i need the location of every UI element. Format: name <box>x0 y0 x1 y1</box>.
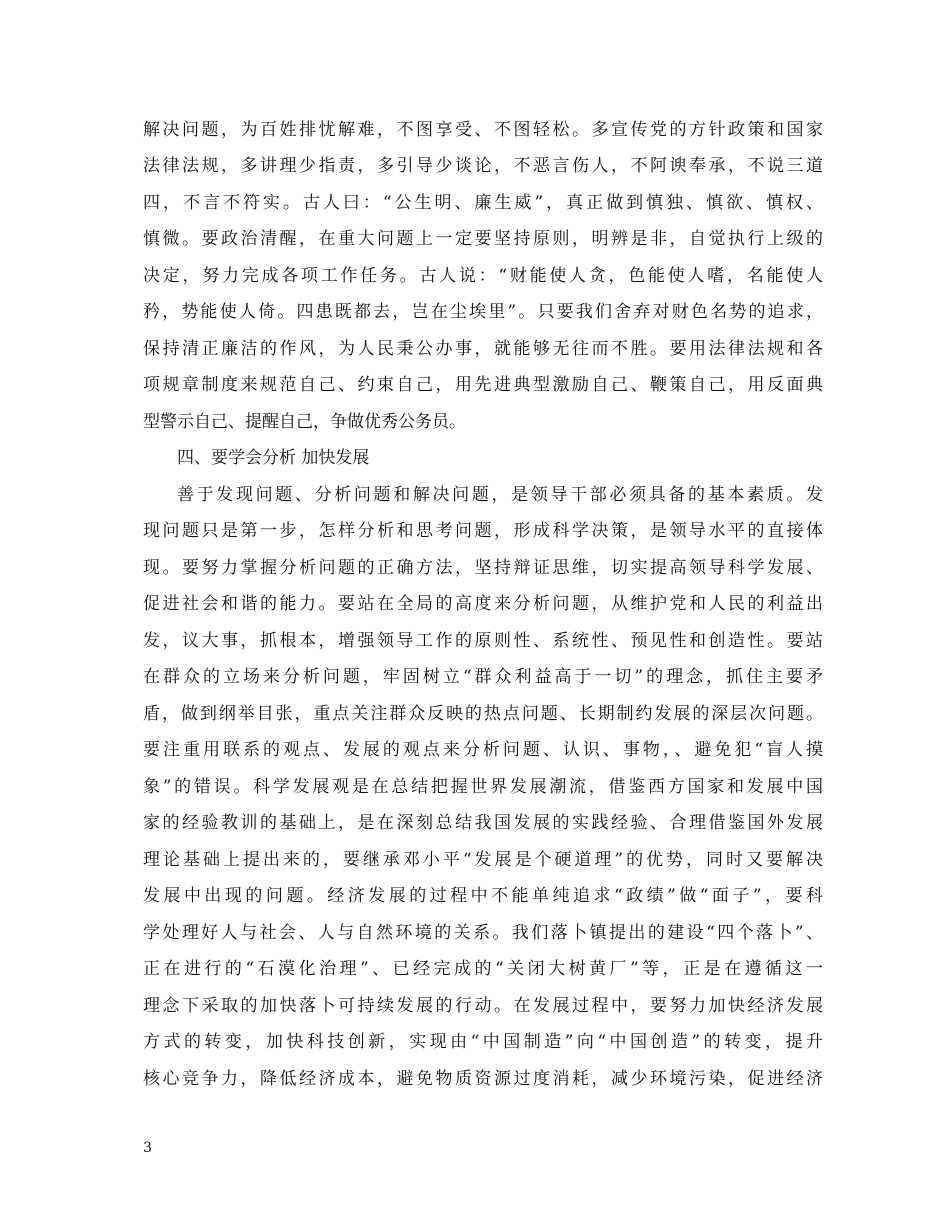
paragraph-line: 学处理好人与社会、人与自然环境的关系。我们落卜镇提出的建设“四个落卜”、 <box>143 923 823 943</box>
paragraph-line: 方式的转变，加快科技创新，实现由“中国制造”向“中国创造”的转变，提升 <box>143 1032 823 1052</box>
page-number: 3 <box>143 1140 152 1156</box>
paragraph-line: 家的经验教训的基础上，是在深刻总结我国发展的实践经验、合理借鉴国外发展 <box>143 813 823 833</box>
paragraph-line: 要注重用联系的观点、发展的观点来分析问题、认识、事物，、避免犯“盲人摸 <box>143 740 823 760</box>
paragraph-line: 核心竞争力，降低经济成本，避免物质资源过度消耗，减少环境污染，促进经济 <box>143 1069 823 1089</box>
paragraph-line: 解决问题，为百姓排忧解难，不图享受、不图轻松。多宣传党的方针政策和国家 <box>143 120 823 140</box>
paragraph-line: 促进社会和谐的能力。要站在全局的高度来分析问题，从维护党和人民的利益出 <box>143 594 823 614</box>
paragraph-line: 四，不言不符实。古人曰：“公生明、廉生威”，真正做到慎独、慎欲、慎权、 <box>143 193 823 213</box>
paragraph-line: 型警示自己、提醒自己，争做优秀公务员。 <box>143 412 466 432</box>
paragraph-line: 保持清正廉洁的作风，为人民秉公办事，就能够无往而不胜。要用法律法规和各 <box>143 339 823 359</box>
paragraph-line: 发展中出现的问题。经济发展的过程中不能单纯追求“政绩”做“面子”，要科 <box>143 886 823 906</box>
paragraph-line: 现。要努力掌握分析问题的正确方法，坚持辩证思维，切实提高领导科学发展、 <box>143 558 823 578</box>
paragraph-line: 法律法规，多讲理少指责，多引导少谈论，不恶言伤人，不阿谀奉承，不说三道 <box>143 156 823 176</box>
paragraph-line: 现问题只是第一步，怎样分析和思考问题，形成科学决策，是领导水平的直接体 <box>143 521 823 541</box>
paragraph-line: 发，议大事，抓根本，增强领导工作的原则性、系统性、预见性和创造性。要站 <box>143 631 823 651</box>
paragraph-line: 盾，做到纲举目张，重点关注群众反映的热点问题、长期制约发展的深层次问题。 <box>143 704 823 724</box>
paragraph-line: 象”的错误。科学发展观是在总结把握世界发展潮流，借鉴西方国家和发展中国 <box>143 777 823 797</box>
section-heading: 四、要学会分析 加快发展 <box>177 448 370 468</box>
paragraph-line: 理论基础上提出来的，要继承邓小平“发展是个硬道理”的优势，同时又要解决 <box>143 850 823 870</box>
paragraph-line: 正在进行的“石漠化治理”、已经完成的“关闭大树黄厂”等，正是在遵循这一 <box>143 959 823 979</box>
paragraph-line: 项规章制度来规范自己、约束自己，用先进典型激励自己、鞭策自己，用反面典 <box>143 375 823 395</box>
paragraph-line: 慎微。要政治清醒，在重大问题上一定要坚持原则，明辨是非，自觉执行上级的 <box>143 229 823 249</box>
paragraph-line: 矜，势能使人倚。四患既都去，岂在尘埃里”。只要我们舍弃对财色名势的追求， <box>143 302 823 322</box>
paragraph-line: 善于发现问题、分析问题和解决问题，是领导干部必须具备的基本素质。发 <box>177 485 823 505</box>
paragraph-line: 在群众的立场来分析问题，牢固树立“群众利益高于一切”的理念，抓住主要矛 <box>143 667 823 687</box>
paragraph-line: 决定，努力完成各项工作任务。古人说：“财能使人贪，色能使人嗜，名能使人 <box>143 266 823 286</box>
paragraph-line: 理念下采取的加快落卜可持续发展的行动。在发展过程中，要努力加快经济发展 <box>143 996 823 1016</box>
